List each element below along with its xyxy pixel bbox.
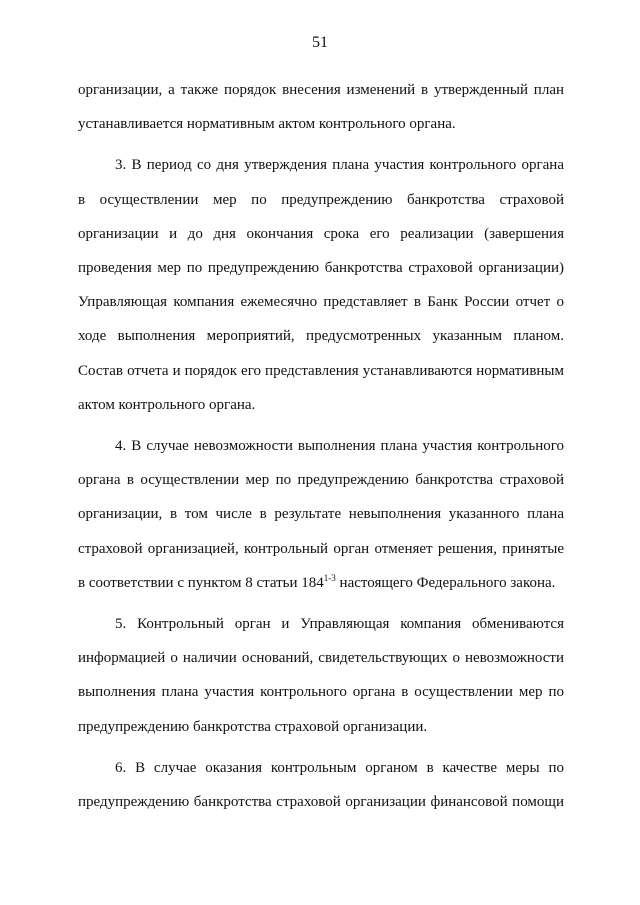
document-body: [78, 73, 564, 819]
text-line: Управляющая компания ежемесячно представляет в Банк России отчет о: [78, 294, 564, 311]
text-line: организации и до дня окончания срока его реализации (завершения: [78, 225, 564, 242]
text-line: актом контрольного органа.: [78, 396, 256, 413]
text-line: в осуществлении мер по предупреждению банкротства страховой: [78, 191, 564, 208]
text-line: 3. В период со дня утверждения плана участия контрольного органа: [115, 157, 564, 174]
paragraph-6: [78, 751, 564, 819]
paragraph-continuation: [78, 73, 564, 141]
text-line: Состав отчета и порядок его представления устанавливаются нормативным: [78, 362, 564, 379]
text-line: предупреждению банкротства страховой организации финансовой помощи: [78, 794, 564, 811]
text-line: 6. В случае оказания контрольным органом в качестве меры по: [115, 759, 564, 776]
text-line: устанавливается нормативным актом контрольного органа.: [78, 116, 456, 133]
superscript: 1-3: [323, 572, 336, 583]
text-line: проведения мер по предупреждению банкротства страховой организации): [78, 260, 564, 277]
text-line: 4. В случае невозможности выполнения плана участия контрольного: [115, 438, 564, 455]
paragraph-4: [78, 429, 564, 600]
text-line: страховой организацией, контрольный орган отменяет решения, принятые: [78, 540, 564, 557]
text-fragment: настоящего Федерального закона.: [335, 574, 556, 591]
text-line: информацией о наличии оснований, свидетельствующих о невозможности: [78, 650, 564, 667]
text-line: ходе выполнения мероприятий, предусмотренных указанным планом.: [78, 328, 564, 345]
paragraph-5: [78, 607, 564, 744]
text-line: предупреждению банкротства страховой организации.: [78, 718, 428, 735]
paragraph-3: [78, 148, 564, 422]
text-line: организации, а также порядок внесения изменений в утвержденный план: [78, 82, 564, 98]
text-line: органа в осуществлении мер по предупреждению банкротства страховой: [78, 472, 564, 489]
text-fragment: в соответствии с пунктом 8 статьи 184: [78, 574, 324, 591]
text-line: выполнения плана участия контрольного органа в осуществлении мер по: [78, 684, 564, 701]
text-line: организации, в том числе в результате невыполнения указанного плана: [78, 506, 564, 523]
text-line: 5. Контрольный орган и Управляющая компания обмениваются: [115, 616, 564, 633]
page-number: 51: [312, 34, 328, 51]
text-line: [78, 566, 564, 600]
